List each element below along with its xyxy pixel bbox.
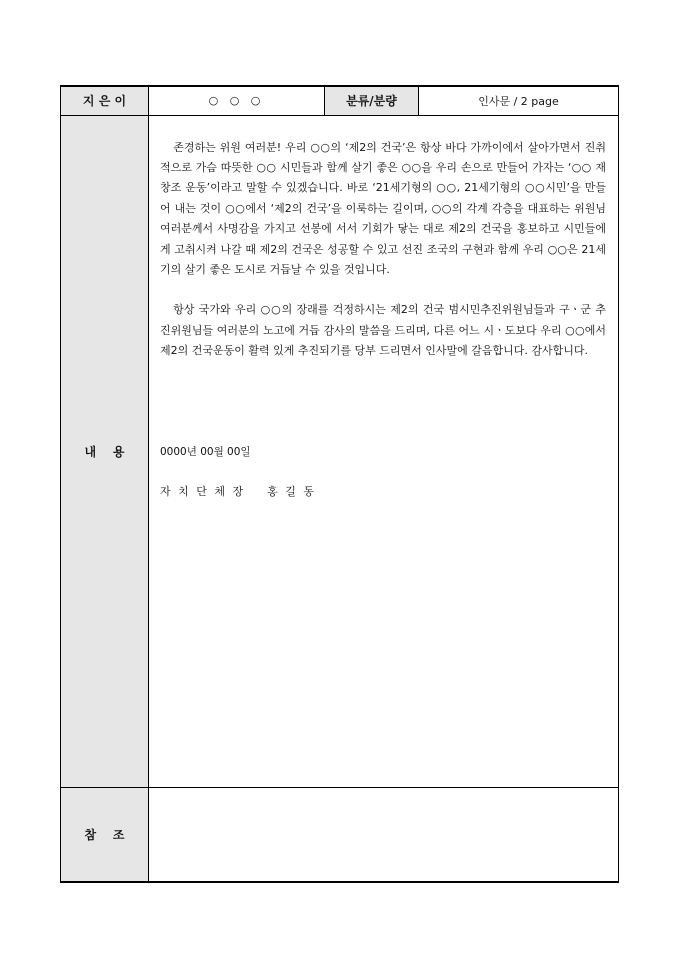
author-label: 지 은 이 <box>61 86 149 115</box>
document-form-table <box>60 85 619 883</box>
content-paragraph-1: 존경하는 위원 여러분! 우리 ○○의 ‘제2의 건국’은 항상 바다 가까이에서 살아가면서 진취적으로 가슴 따뜻한 ○○ 시민들과 함께 살기 좋은 ○○을 우리 손으로 만들어 가자는 ‘○○ 재창조 운동’이라고 말할 수 있겠습니다. 바로 ‘21세기형의 ○○, 21세기형의 ○○시민’을 만들어 내는 것이 ○○에서 ‘제2의 건국’을 이룩하는 길이며, ○○의 각계 각층을 대표하는 위원님 여러분께서 사명감을 가지고 선봉에 서서 기회가 닿는 대로 제2의 건국을 홍보하고 시민들에게 고취시켜 나갈 때 제2의 건국은 성공할 수 있고 선진 조국의 구현과 함께 우리 ○○은 21세기의 살기 좋은 도시로 거듭날 수 있을 것입니다. <box>160 140 606 276</box>
content-label-text: 내 용 <box>84 444 125 459</box>
category-value: 인사문 / 2 page <box>419 86 619 115</box>
content-body <box>149 115 619 787</box>
content-label <box>61 115 149 787</box>
content-paragraph-2: 항상 국가와 우리 ○○의 장래를 걱정하시는 제2의 건국 범시민추진위원님들과 구ㆍ군 추진위원님들 여러분의 노고에 거듭 감사의 말씀을 드리며, 다른 어느 시ㆍ도보다 우리 ○○에서 제2의 건국운동이 활력 있게 추진되기를 당부 드리면서 인사말에 갈음합니다. 감사합니다. <box>160 303 606 358</box>
signer-line: 자 치 단 체 장 홍 길 동 <box>160 484 316 498</box>
reference-label <box>61 787 149 882</box>
author-value: ○ ○ ○ <box>149 86 325 115</box>
reference-label-text: 참 조 <box>84 827 125 842</box>
reference-value <box>149 787 619 882</box>
date-line: 0000년 00월 00일 <box>160 445 251 458</box>
category-label: 분류/분량 <box>325 86 419 115</box>
